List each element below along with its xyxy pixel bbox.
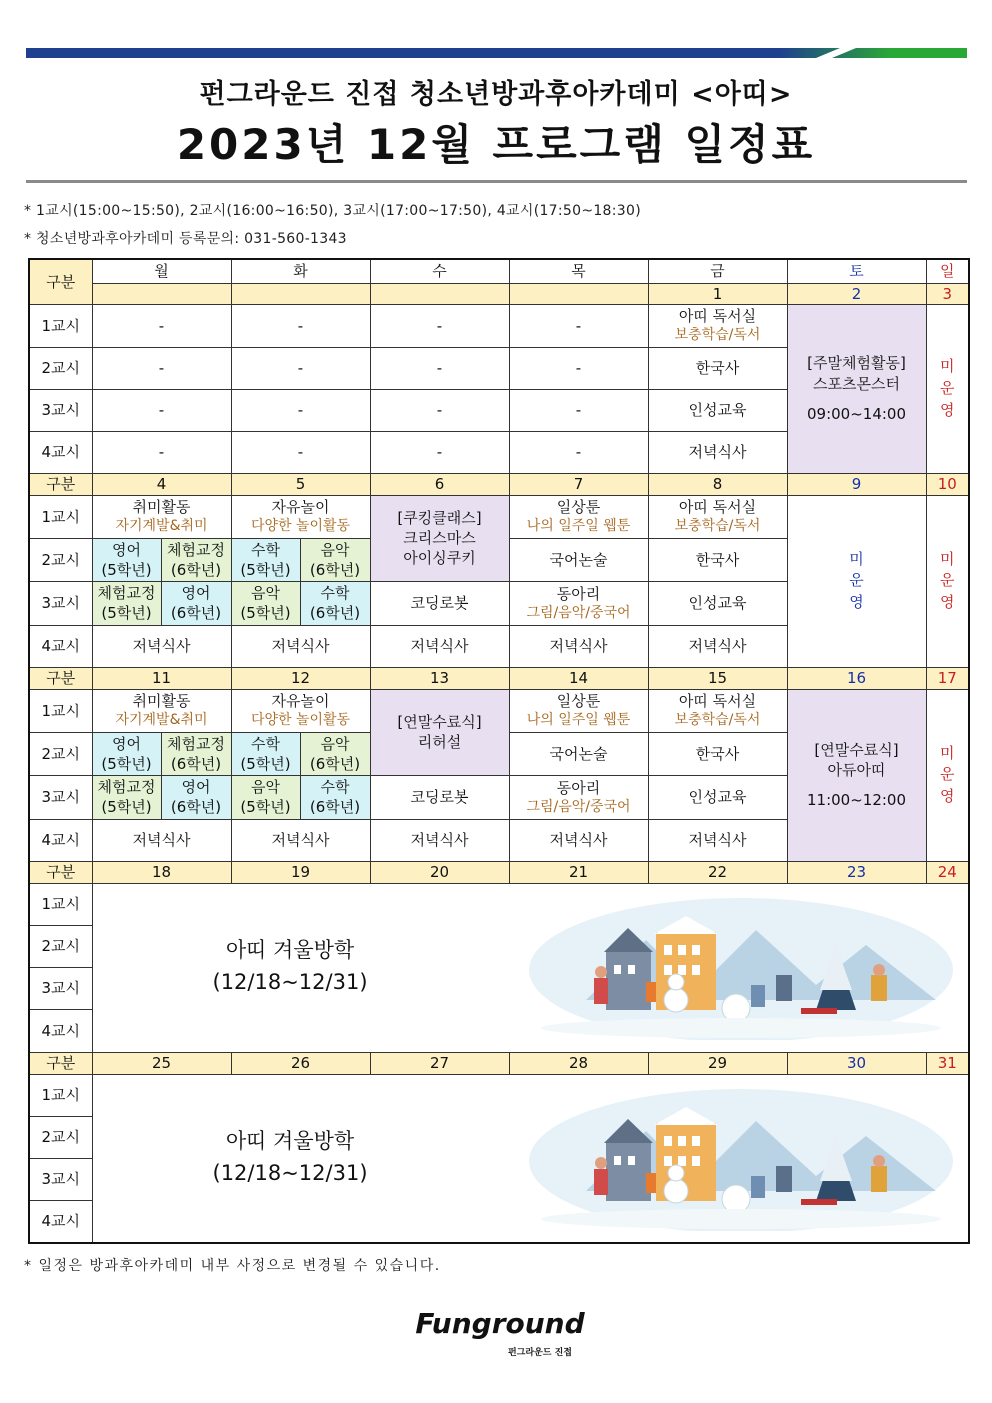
period-label: 3교시 <box>29 389 92 431</box>
date-cell: 30 <box>787 1052 926 1074</box>
class-cell: 저녁식사 <box>92 819 231 861</box>
closed-char: 영 <box>940 593 955 612</box>
date-cell: 21 <box>509 861 648 883</box>
grade-label: (6학년) <box>170 754 222 773</box>
class-cell: 인성교육 <box>648 775 787 819</box>
date-cell: 13 <box>370 667 509 689</box>
winter-break-title: 아띠 겨울방학 <box>225 1128 355 1153</box>
class-cell: 저녁식사 <box>509 625 648 667</box>
closed-char: 영 <box>940 400 955 419</box>
class-cell: 저녁식사 <box>231 819 370 861</box>
class-subtitle: 자기계발&취미 <box>115 712 208 729</box>
class-title: 수학 <box>320 584 350 602</box>
closed-char: 미 <box>849 549 864 568</box>
class-cell <box>161 775 231 819</box>
empty-cell: - <box>509 389 648 431</box>
day-header-thu: 목 <box>509 259 648 283</box>
grade-label: (5학년) <box>240 798 291 817</box>
winter-break-dates: (12/18~12/31) <box>212 1161 368 1186</box>
class-cell: 저녁식사 <box>92 625 231 667</box>
schedule-table <box>28 258 970 1244</box>
class-cell <box>92 538 161 581</box>
class-cell <box>231 775 300 819</box>
date-cell: 16 <box>787 667 926 689</box>
class-cell <box>509 495 648 538</box>
empty-cell: - <box>370 431 509 473</box>
class-title: 체험교정 <box>97 778 156 796</box>
class-title: 음악 <box>251 778 280 796</box>
event-title: [연말수료식] <box>397 713 482 731</box>
weekend-event-cell <box>787 304 926 473</box>
date-cell: 12 <box>231 667 370 689</box>
closed-cell <box>787 495 926 667</box>
class-cell <box>92 689 231 732</box>
class-title: 수학 <box>320 778 350 796</box>
class-cell <box>648 304 787 347</box>
class-cell <box>161 732 231 775</box>
date-cell <box>92 283 231 304</box>
class-cell: 코딩로봇 <box>370 775 509 819</box>
class-cell: 한국사 <box>648 538 787 581</box>
event-time: 09:00~14:00 <box>806 404 907 423</box>
empty-cell: - <box>509 347 648 389</box>
class-title: 체험교정 <box>167 734 225 753</box>
empty-cell: - <box>92 304 231 347</box>
class-cell <box>509 581 648 625</box>
date-cell: 14 <box>509 667 648 689</box>
class-cell <box>161 538 231 581</box>
event-title: [쿠킹클래스] <box>397 508 482 527</box>
class-title: 영어 <box>112 540 141 559</box>
winter-break-dates: (12/18~12/31) <box>212 970 368 995</box>
class-cell: 한국사 <box>648 347 787 389</box>
logo-wordmark: Funground <box>415 1307 585 1340</box>
date-cell: 2 <box>787 283 926 304</box>
period-label: 2교시 <box>29 732 92 775</box>
period-times-note: * 1교시(15:00~15:50), 2교시(16:00~16:50), 3교시(17:00~17:50), 4교시(17:50~18:30) <box>24 203 641 219</box>
period-label: 1교시 <box>29 495 92 538</box>
class-title: 취미활동 <box>132 692 191 711</box>
period-label: 3교시 <box>29 775 92 819</box>
logo-subtext: 펀그라운드 진접 <box>508 1348 572 1358</box>
class-title: 수학 <box>251 734 280 753</box>
class-cell <box>300 732 370 775</box>
class-cell: 저녁식사 <box>648 431 787 473</box>
period-label: 1교시 <box>29 304 92 347</box>
class-subtitle: 보충학습/독서 <box>674 327 761 344</box>
date-cell: 28 <box>509 1052 648 1074</box>
contact-note: * 청소년방과후아카데미 등록문의: 031-560-1343 <box>24 231 347 247</box>
event-title: [연말수료식] <box>814 740 899 759</box>
class-cell: 저녁식사 <box>231 625 370 667</box>
class-cell <box>161 581 231 625</box>
class-title: 영어 <box>112 734 141 753</box>
date-cell: 19 <box>231 861 370 883</box>
closed-cell <box>926 495 969 667</box>
date-cell: 11 <box>92 667 231 689</box>
date-cell: 5 <box>231 473 370 495</box>
date-cell <box>509 283 648 304</box>
closed-cell <box>926 689 969 861</box>
page-title: 펀그라운드 진접 청소년방과후아카데미 <아띠> <box>199 79 793 110</box>
winter-scene-illustration <box>526 890 956 1040</box>
special-event-cell <box>370 495 509 581</box>
date-cell: 4 <box>92 473 231 495</box>
grade-label: (6학년) <box>170 604 222 623</box>
class-cell <box>92 775 161 819</box>
class-title: 자유놀이 <box>271 692 330 711</box>
date-cell: 18 <box>92 861 231 883</box>
period-label: 4교시 <box>29 625 92 667</box>
class-cell: 저녁식사 <box>370 819 509 861</box>
date-cell: 23 <box>787 861 926 883</box>
class-cell: 한국사 <box>648 732 787 775</box>
date-cell: 3 <box>926 283 969 304</box>
period-label: 4교시 <box>29 1200 92 1243</box>
class-title: 음악 <box>320 734 350 753</box>
gubun-header: 구분 <box>29 861 92 883</box>
date-cell <box>231 283 370 304</box>
period-label: 3교시 <box>29 967 92 1009</box>
class-subtitle: 다양한 놀이활동 <box>250 518 351 535</box>
date-cell: 10 <box>926 473 969 495</box>
empty-cell: - <box>370 389 509 431</box>
empty-cell: - <box>92 389 231 431</box>
period-label: 1교시 <box>29 1074 92 1116</box>
winter-scene-illustration <box>526 1081 956 1231</box>
period-label: 2교시 <box>29 1116 92 1158</box>
empty-cell: - <box>370 347 509 389</box>
title-divider <box>26 180 967 183</box>
day-header-mon: 월 <box>92 259 231 283</box>
period-label: 2교시 <box>29 347 92 389</box>
date-cell: 24 <box>926 861 969 883</box>
grade-label: (6학년) <box>309 798 361 817</box>
period-label: 2교시 <box>29 925 92 967</box>
grade-label: (5학년) <box>240 604 291 623</box>
day-header-fri: 금 <box>648 259 787 283</box>
event-time: 11:00~12:00 <box>806 791 907 810</box>
class-title: 음악 <box>251 584 280 602</box>
class-cell <box>300 581 370 625</box>
date-cell: 20 <box>370 861 509 883</box>
empty-cell: - <box>231 389 370 431</box>
class-title: 영어 <box>181 778 211 796</box>
grade-label: (5학년) <box>101 754 152 773</box>
class-subtitle: 다양한 놀이활동 <box>250 712 351 729</box>
class-cell: 국어논술 <box>509 538 648 581</box>
special-event-cell <box>370 689 509 775</box>
day-header-tue: 화 <box>231 259 370 283</box>
event-name: 스포츠몬스터 <box>813 374 900 393</box>
class-cell <box>231 581 300 625</box>
date-cell: 6 <box>370 473 509 495</box>
class-title: 아띠 독서실 <box>678 692 757 711</box>
class-title: 아띠 독서실 <box>678 498 757 517</box>
class-cell: 인성교육 <box>648 581 787 625</box>
class-cell <box>231 495 370 538</box>
gubun-header: 구분 <box>29 667 92 689</box>
class-cell <box>92 732 161 775</box>
class-title: 음악 <box>320 540 350 559</box>
date-cell: 7 <box>509 473 648 495</box>
closed-char: 미 <box>940 549 955 568</box>
winter-break-cell <box>92 883 969 1052</box>
closed-char: 영 <box>849 593 864 612</box>
day-header-sun: 일 <box>926 259 969 283</box>
date-cell: 9 <box>787 473 926 495</box>
period-label: 4교시 <box>29 1009 92 1052</box>
date-cell: 1 <box>648 283 787 304</box>
class-title: 수학 <box>251 540 280 559</box>
gubun-header: 구분 <box>29 473 92 495</box>
class-cell <box>92 495 231 538</box>
winter-break-text <box>213 1125 368 1190</box>
date-cell: 17 <box>926 667 969 689</box>
period-label: 4교시 <box>29 431 92 473</box>
class-cell: 인성교육 <box>648 389 787 431</box>
period-label: 2교시 <box>29 538 92 581</box>
grade-label: (6학년) <box>170 798 222 817</box>
class-cell <box>231 689 370 732</box>
class-cell <box>509 689 648 732</box>
empty-cell: - <box>509 304 648 347</box>
page-subtitle: 2023년 12월 프로그램 일정표 <box>176 120 816 169</box>
class-subtitle: 그림/음악/중국어 <box>526 798 631 815</box>
grade-label: (5학년) <box>240 754 291 773</box>
empty-cell: - <box>231 347 370 389</box>
class-cell <box>231 538 300 581</box>
class-subtitle: 그림/음악/중국어 <box>526 604 631 621</box>
date-cell: 27 <box>370 1052 509 1074</box>
class-cell: 국어논술 <box>509 732 648 775</box>
class-subtitle: 나의 일주일 웹툰 <box>526 518 631 535</box>
class-cell: 코딩로봇 <box>370 581 509 625</box>
class-cell <box>300 538 370 581</box>
period-label: 4교시 <box>29 819 92 861</box>
period-label: 1교시 <box>29 689 92 732</box>
grade-label: (6학년) <box>309 560 361 579</box>
date-cell: 29 <box>648 1052 787 1074</box>
class-title: 체험교정 <box>167 540 225 559</box>
class-cell: 저녁식사 <box>370 625 509 667</box>
funground-logo <box>400 1305 600 1365</box>
class-cell <box>648 689 787 732</box>
winter-break-cell <box>92 1074 969 1243</box>
empty-cell: - <box>92 347 231 389</box>
class-cell <box>509 775 648 819</box>
class-cell: 저녁식사 <box>648 819 787 861</box>
grade-label: (5학년) <box>240 560 291 579</box>
closed-char: 미 <box>940 743 955 762</box>
class-title: 취미활동 <box>132 498 191 517</box>
class-title: 아띠 독서실 <box>678 307 757 326</box>
class-title: 동아리 <box>556 778 601 797</box>
closed-char: 미 <box>940 357 955 376</box>
class-title: 영어 <box>181 584 211 602</box>
date-cell: 25 <box>92 1052 231 1074</box>
empty-cell: - <box>370 304 509 347</box>
event-title: [주말체험활동] <box>807 354 906 373</box>
class-title: 일상툰 <box>556 692 601 711</box>
event-name: 리허설 <box>417 733 462 752</box>
class-title: 체험교정 <box>97 584 156 602</box>
grade-label: (6학년) <box>170 560 222 579</box>
winter-break-text <box>213 934 368 999</box>
closed-cell <box>926 304 969 473</box>
closed-char: 영 <box>940 787 955 806</box>
gubun-header: 구분 <box>29 1052 92 1074</box>
date-cell: 15 <box>648 667 787 689</box>
closed-char: 운 <box>940 765 955 784</box>
class-subtitle: 보충학습/독서 <box>674 712 761 729</box>
closed-char: 운 <box>849 571 864 590</box>
closed-char: 운 <box>940 378 955 397</box>
empty-cell: - <box>509 431 648 473</box>
class-cell <box>648 495 787 538</box>
period-label: 1교시 <box>29 883 92 925</box>
grade-label: (5학년) <box>101 604 152 623</box>
date-cell: 31 <box>926 1052 969 1074</box>
class-subtitle: 나의 일주일 웹툰 <box>526 712 631 729</box>
day-header-sat: 토 <box>787 259 926 283</box>
event-name: 아듀아띠 <box>827 761 886 780</box>
grade-label: (5학년) <box>101 798 152 817</box>
schedule-change-note: * 일정은 방과후아카데미 내부 사정으로 변경될 수 있습니다. <box>24 1258 441 1274</box>
empty-cell: - <box>231 304 370 347</box>
class-cell <box>92 581 161 625</box>
empty-cell: - <box>92 431 231 473</box>
period-label: 3교시 <box>29 581 92 625</box>
class-cell <box>300 775 370 819</box>
empty-cell: - <box>231 431 370 473</box>
date-cell: 26 <box>231 1052 370 1074</box>
day-header-wed: 수 <box>370 259 509 283</box>
grade-label: (6학년) <box>309 604 361 623</box>
date-cell <box>370 283 509 304</box>
grade-label: (5학년) <box>101 560 152 579</box>
event-name: 크리스마스 <box>403 529 476 548</box>
class-subtitle: 자기계발&취미 <box>115 518 208 535</box>
winter-break-title: 아띠 겨울방학 <box>225 937 355 962</box>
date-cell: 22 <box>648 861 787 883</box>
weekend-event-cell <box>787 689 926 861</box>
class-title: 일상툰 <box>556 498 601 517</box>
class-cell <box>231 732 300 775</box>
date-cell: 8 <box>648 473 787 495</box>
class-subtitle: 보충학습/독서 <box>674 518 761 535</box>
class-cell: 저녁식사 <box>509 819 648 861</box>
event-name: 아이싱쿠키 <box>403 549 476 568</box>
class-title: 자유놀이 <box>271 498 330 517</box>
period-label: 3교시 <box>29 1158 92 1200</box>
class-cell: 저녁식사 <box>648 625 787 667</box>
closed-char: 운 <box>940 571 955 590</box>
gubun-header: 구분 <box>29 259 92 304</box>
class-title: 동아리 <box>556 584 601 603</box>
grade-label: (6학년) <box>309 754 361 773</box>
